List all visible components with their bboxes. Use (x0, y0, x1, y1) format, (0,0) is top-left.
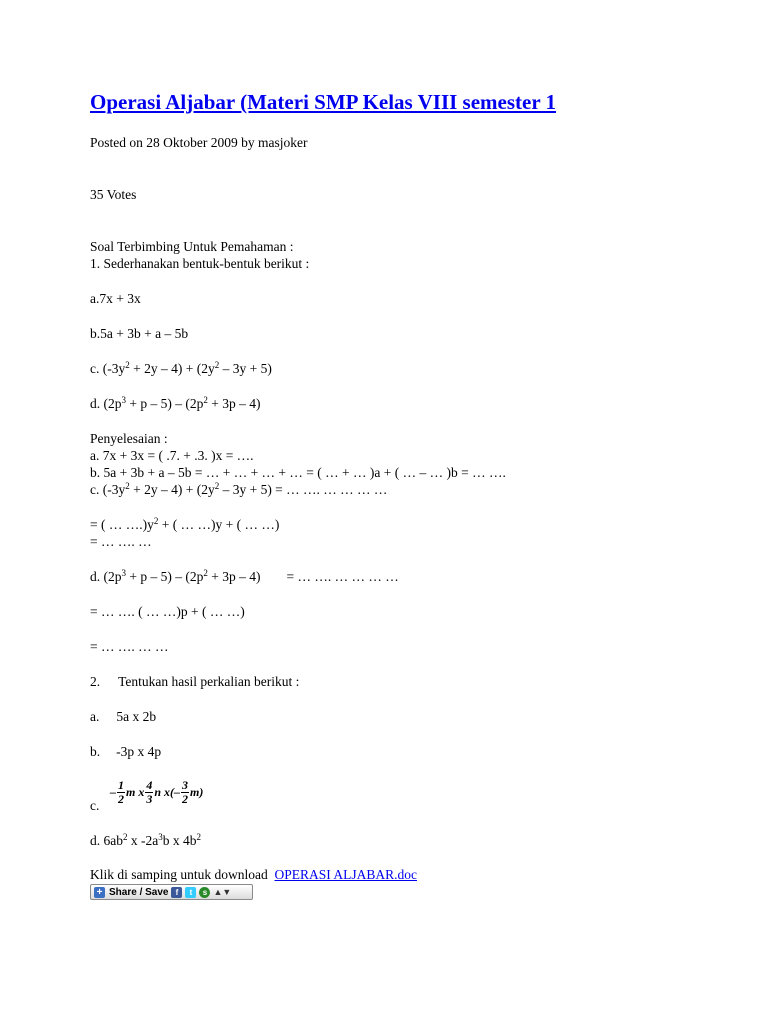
q2-item-d: d. $6ab^2$ x $-2a^3b$ x $4b^2$ (90, 832, 201, 848)
q1-item-c: c. $(-3y^2 + 2y - 4) + (2y^2 - 3y + 5)$ (90, 360, 272, 376)
share-label: Share / Save (109, 886, 169, 898)
twitter-icon[interactable]: t (185, 887, 196, 898)
q2-item-c-label: c. (90, 798, 100, 813)
share-plus-icon: + (94, 887, 105, 898)
solution-d-line1: d. $(2p^3 + p - 5) - (2p^2 + 3p - 4)$ = … …. … … … … (90, 568, 399, 584)
q1-item-b: b.5a + 3b + a – 5b (90, 326, 189, 341)
q2-item-c-formula: – $\frac{1}{2}$ m x $\frac{4}{3}$ n x(– $\frac{3}{2}$ m) (110, 777, 204, 806)
q2-item-a: a. 5a x 2b (90, 709, 157, 724)
q1-item-d: d. $(2p^3 + p - 5) - (2p^2 + 3p - 4)$ (90, 395, 261, 411)
solution-heading: Penyelesaian : (90, 431, 168, 446)
download-line: Klik di samping untuk download OPERASI ALJABAR.doc (90, 867, 418, 882)
article-title-link[interactable]: Operasi Aljabar (Materi SMP Kelas VIII semester 1 (90, 90, 557, 114)
solution-c-line3: = … …. … (90, 534, 152, 549)
more-services-icon[interactable]: ▲▼ (213, 886, 232, 897)
solution-a: a. 7x + 3x = ( .7. + .3. )x = …. (90, 448, 254, 463)
intro-text: Soal Terbimbing Untuk Pemahaman : (90, 239, 294, 254)
solution-d-line2: = … …. ( … …)p + ( … …) (90, 604, 245, 619)
facebook-icon[interactable]: f (171, 887, 182, 898)
votes-count: 35 Votes (90, 187, 137, 202)
question-1-heading: 1. Sederhanakan bentuk-bentuk berikut : (90, 256, 310, 271)
stumbleupon-icon[interactable]: s (199, 887, 210, 898)
solution-c-line1: c. $(-3y^2 + 2y - 4) + (2y^2 - 3y + 5)$ = … …. … … … … (90, 481, 388, 497)
question-2-heading: 2. Tentukan hasil perkalian berikut : (90, 674, 300, 689)
q1-item-a: a.7x + 3x (90, 291, 141, 306)
solution-b: b. 5a + 3b + a – 5b = … + … + … + … = ( … + … )a + ( … – … )b = … …. (90, 465, 506, 480)
post-meta: Posted on 28 Oktober 2009 by masjoker (90, 135, 308, 150)
solution-c-line2: = ( … $\dots.)y^2$ + ( … …)y + ( … …) (90, 516, 280, 532)
share-save-button[interactable] (90, 884, 253, 900)
download-doc-link[interactable]: OPERASI ALJABAR.doc (274, 867, 418, 882)
solution-d-line3: = … …. … … (90, 639, 169, 654)
q2-item-b: b. -3p x 4p (90, 744, 162, 759)
